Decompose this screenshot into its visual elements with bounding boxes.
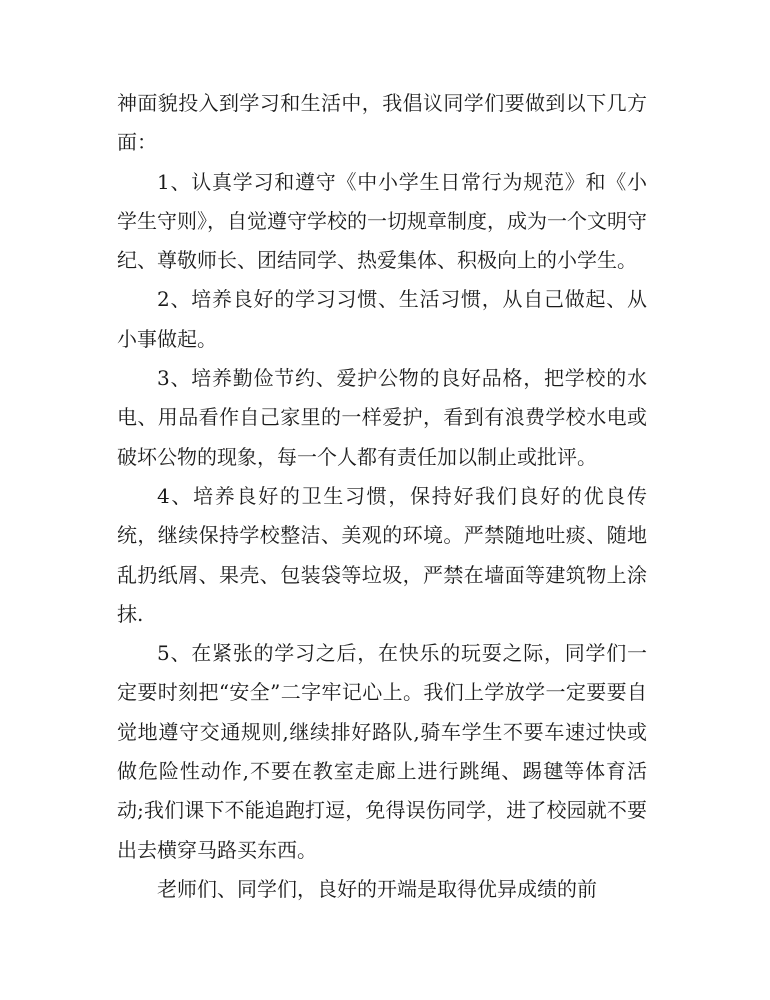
paragraph-item-5: 5、在紧张的学习之后，在快乐的玩耍之际，同学们一定要时刻把“安全”二字牢记心上。我们上学放学一定要要自觉地遵守交通规则,继续排好路队,骑车学生不要车速过快或做危险性动作,不要在教室走廊上进行跳绳、踢毽等体育活动;我们课下不能追跑打逗，免得误伤同学，进了校园就不要出去横穿马路买东西。 xyxy=(117,641,647,862)
paragraph-item-3: 3、培养勤俭节约、爱护公物的良好品格，把学校的水电、用品看作自己家里的一样爱护，看到有浪费学校水电或破坏公物的现象，每一个人都有责任加以制止或批评。 xyxy=(117,366,647,469)
document-body xyxy=(117,84,647,909)
paragraph-item-1: 1、认真学习和遵守《中小学生日常行为规范》和《小学生守则》，自觉遵守学校的一切规章制度，成为一个文明守纪、尊敬师长、团结同学、热爱集体、积极向上的小学生。 xyxy=(117,169,647,273)
paragraph-continuation: 神面貌投入到学习和生活中，我倡议同学们要做到以下几方面： xyxy=(117,91,647,155)
paragraph-item-2: 2、培养良好的学习习惯、生活习惯，从自己做起、从小事做起。 xyxy=(117,287,647,351)
paragraph-item-4: 4、培养良好的卫生习惯，保持好我们良好的优良传统，继续保持学校整洁、美观的环境。严禁随地吐痰、随地乱扔纸屑、果壳、包装袋等垃圾，严禁在墙面等建筑物上涂抹. xyxy=(117,483,647,626)
paragraph-closing: 老师们、同学们，良好的开端是取得优异成绩的前 xyxy=(157,876,597,901)
